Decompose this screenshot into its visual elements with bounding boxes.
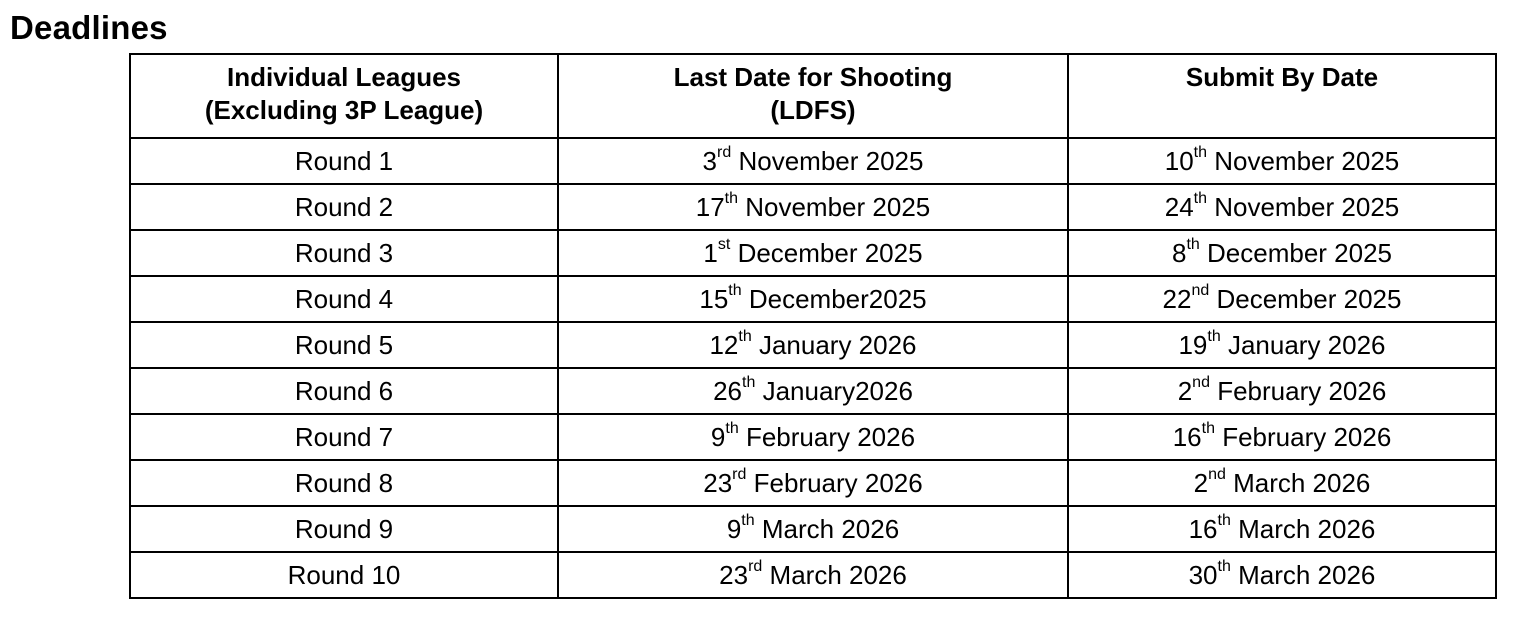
submit-date-cell [1068,368,1496,414]
submit-date-cell [1068,184,1496,230]
ldfs-date-cell [558,230,1068,276]
submit-date-cell [1068,506,1496,552]
table-header-row [130,54,1496,138]
date-month-year: January 2026 [1220,330,1386,360]
submit-date-cell [1068,138,1496,184]
date-day: 15 [699,284,729,314]
round-cell: Round 10 [130,552,558,598]
date-ordinal-suffix: th [1217,512,1231,530]
date-day: 8 [1171,238,1187,268]
round-cell: Round 3 [130,230,558,276]
table-row [130,184,1496,230]
submit-date-cell [1068,276,1496,322]
date-month-year: January2026 [755,376,913,406]
date-ordinal-suffix: th [1186,236,1200,254]
table-row [130,460,1496,506]
date-month-year: December 2025 [730,238,923,268]
date-ordinal-suffix: st [717,236,731,254]
header-submit-by-date [1068,54,1496,138]
header-last-date-for-shooting [558,54,1068,138]
header-line: Last Date for Shooting [673,62,953,92]
ldfs-date-cell [558,414,1068,460]
date-day: 10 [1164,146,1194,176]
date-day: 19 [1178,330,1208,360]
ldfs-date-cell [558,368,1068,414]
date-ordinal-suffix: rd [748,558,763,576]
date-ordinal-suffix: rd [732,466,747,484]
submit-date-cell [1068,322,1496,368]
table-row [130,138,1496,184]
date-month-year: March 2026 [754,514,900,544]
date-month-year: November 2025 [1207,192,1400,222]
table-row [130,276,1496,322]
round-cell: Round 7 [130,414,558,460]
submit-date-cell [1068,460,1496,506]
date-month-year: January 2026 [751,330,917,360]
round-cell: Round 2 [130,184,558,230]
table-row [130,368,1496,414]
date-month-year: March 2026 [1230,514,1376,544]
submit-date-cell [1068,230,1496,276]
round-cell: Round 8 [130,460,558,506]
submit-date-cell [1068,414,1496,460]
header-line: Individual Leagues [226,62,462,92]
date-ordinal-suffix: nd [1191,282,1210,300]
date-day: 16 [1188,514,1218,544]
date-ordinal-suffix: nd [1208,466,1226,484]
submit-date-cell [1068,552,1496,598]
date-ordinal-suffix: th [1193,190,1208,208]
date-day: 30 [1188,560,1218,590]
ldfs-date-cell [558,276,1068,322]
date-day: 24 [1164,192,1194,222]
deadlines-table [129,53,1497,599]
date-ordinal-suffix: th [738,328,752,346]
date-month-year: February 2026 [1214,422,1392,452]
date-ordinal-suffix: rd [717,144,732,162]
table-row [130,230,1496,276]
round-cell: Round 4 [130,276,558,322]
date-ordinal-suffix: th [1217,558,1231,576]
round-cell: Round 9 [130,506,558,552]
date-month-year: December 2025 [1209,284,1402,314]
ldfs-date-cell [558,138,1068,184]
ldfs-date-cell [558,552,1068,598]
date-day: 23 [719,560,749,590]
date-day: 16 [1172,422,1202,452]
table-row [130,506,1496,552]
date-month-year: December2025 [741,284,927,314]
date-ordinal-suffix: nd [1192,374,1210,392]
date-day: 23 [703,468,733,498]
ldfs-date-cell [558,506,1068,552]
header-individual-leagues [130,54,558,138]
date-ordinal-suffix: th [1201,420,1215,438]
date-day: 3 [702,146,717,176]
ldfs-date-cell [558,460,1068,506]
date-day: 9 [726,514,742,544]
date-day: 1 [703,238,718,268]
date-month-year: November 2025 [1207,146,1400,176]
date-ordinal-suffix: th [1193,144,1208,162]
page-title: Deadlines [10,9,168,46]
date-day: 12 [709,330,739,360]
ldfs-date-cell [558,322,1068,368]
ldfs-date-cell [558,184,1068,230]
date-day: 26 [713,376,742,406]
date-ordinal-suffix: th [741,512,755,530]
date-ordinal-suffix: th [724,190,739,208]
table-row [130,414,1496,460]
round-cell: Round 6 [130,368,558,414]
date-ordinal-suffix: th [1207,328,1221,346]
date-day: 22 [1162,284,1192,314]
date-day: 17 [695,192,725,222]
header-line: (LDFS) [770,95,856,125]
date-day: 2 [1193,468,1209,498]
date-month-year: December 2025 [1199,238,1393,268]
date-month-year: February 2026 [746,468,923,498]
table-row [130,552,1496,598]
round-cell: Round 5 [130,322,558,368]
date-month-year: February 2026 [1209,376,1387,406]
table-row [130,322,1496,368]
date-month-year: March 2026 [762,560,907,590]
table-body [130,138,1496,598]
round-cell: Round 1 [130,138,558,184]
date-day: 2 [1177,376,1193,406]
date-month-year: February 2026 [738,422,916,452]
date-ordinal-suffix: th [728,282,742,300]
header-line: (Excluding 3P League) [204,95,484,125]
header-line: Submit By Date [1185,62,1379,92]
date-month-year: November 2025 [731,146,924,176]
date-ordinal-suffix: th [742,374,756,392]
date-month-year: March 2026 [1225,468,1371,498]
date-month-year: November 2025 [738,192,931,222]
date-month-year: March 2026 [1230,560,1376,590]
date-ordinal-suffix: th [725,420,739,438]
date-day: 9 [710,422,726,452]
